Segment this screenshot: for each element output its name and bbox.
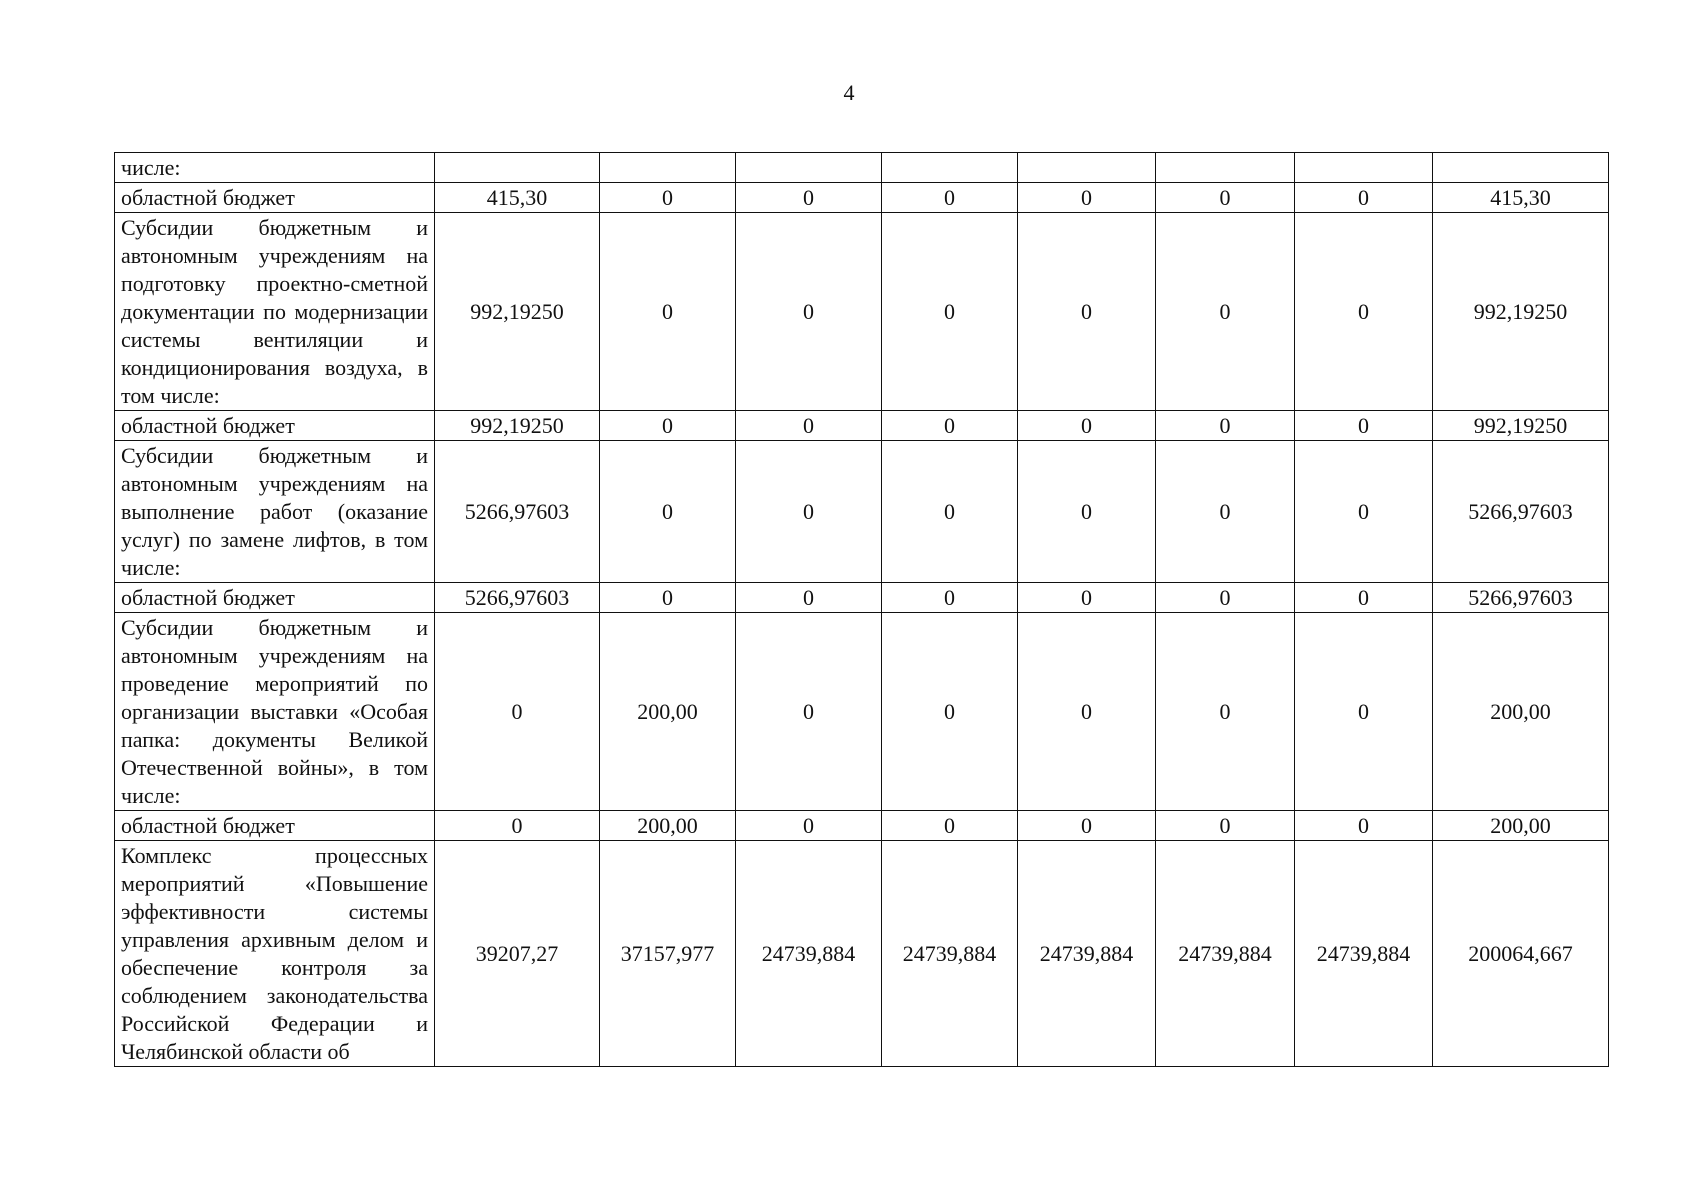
value-cell: 0: [1295, 583, 1433, 613]
value-cell: 200,00: [600, 811, 736, 841]
row-label: Субсидии бюджетным и автономным учреждениям на выполнение работ (оказание услуг) по замене лифтов, в том числе:: [115, 441, 435, 583]
value-cell: 39207,27: [435, 841, 600, 1067]
value-cell: 0: [882, 583, 1018, 613]
value-cell: 24739,884: [736, 841, 882, 1067]
value-cell: 0: [1018, 183, 1156, 213]
value-cell: 0: [882, 411, 1018, 441]
value-cell: 0: [1018, 811, 1156, 841]
value-cell: 0: [1156, 411, 1295, 441]
value-cell: 0: [1156, 183, 1295, 213]
value-cell: 0: [736, 583, 882, 613]
value-cell: [1156, 153, 1295, 183]
value-cell: 0: [435, 613, 600, 811]
value-cell: 0: [600, 213, 736, 411]
budget-table: [114, 152, 1609, 1067]
table-row: [115, 441, 1609, 583]
value-cell: 0: [1018, 583, 1156, 613]
value-cell: [1433, 153, 1609, 183]
value-cell: 415,30: [435, 183, 600, 213]
value-cell: 0: [600, 441, 736, 583]
value-cell: 992,19250: [435, 213, 600, 411]
value-cell: 24739,884: [1018, 841, 1156, 1067]
table-row: [115, 583, 1609, 613]
value-cell: 0: [736, 213, 882, 411]
value-cell: 24739,884: [882, 841, 1018, 1067]
value-cell: 200064,667: [1433, 841, 1609, 1067]
value-cell: 0: [1295, 811, 1433, 841]
value-cell: 24739,884: [1156, 841, 1295, 1067]
value-cell: 0: [736, 183, 882, 213]
value-cell: 0: [600, 411, 736, 441]
row-label: областной бюджет: [115, 811, 435, 841]
value-cell: 0: [1295, 213, 1433, 411]
value-cell: 0: [736, 811, 882, 841]
row-label: областной бюджет: [115, 183, 435, 213]
value-cell: 200,00: [1433, 811, 1609, 841]
table-row: [115, 213, 1609, 411]
value-cell: 0: [1295, 613, 1433, 811]
table-row: [115, 411, 1609, 441]
value-cell: 0: [1156, 441, 1295, 583]
row-label: Комплекс процессных мероприятий «Повышение эффективности системы управления архивным делом и обеспечение контроля за соблюдением законодательства Российской Федерации и Челябинской области об: [115, 841, 435, 1067]
value-cell: 0: [435, 811, 600, 841]
row-label: областной бюджет: [115, 583, 435, 613]
value-cell: 0: [1156, 213, 1295, 411]
value-cell: 0: [736, 441, 882, 583]
value-cell: 0: [1018, 613, 1156, 811]
value-cell: [435, 153, 600, 183]
value-cell: 0: [736, 613, 882, 811]
table-row: [115, 811, 1609, 841]
table-row: [115, 613, 1609, 811]
value-cell: 0: [1295, 411, 1433, 441]
value-cell: 0: [882, 811, 1018, 841]
value-cell: 200,00: [600, 613, 736, 811]
row-label: числе:: [115, 153, 435, 183]
table-row: [115, 841, 1609, 1067]
table-row: [115, 153, 1609, 183]
value-cell: 992,19250: [1433, 213, 1609, 411]
value-cell: [1295, 153, 1433, 183]
value-cell: 24739,884: [1295, 841, 1433, 1067]
page-number: 4: [843, 80, 855, 105]
value-cell: 0: [1156, 583, 1295, 613]
value-cell: 0: [736, 411, 882, 441]
value-cell: 0: [1018, 411, 1156, 441]
value-cell: 5266,97603: [1433, 583, 1609, 613]
value-cell: 0: [882, 183, 1018, 213]
value-cell: 5266,97603: [435, 583, 600, 613]
value-cell: 5266,97603: [1433, 441, 1609, 583]
value-cell: 5266,97603: [435, 441, 600, 583]
value-cell: 0: [882, 613, 1018, 811]
value-cell: 0: [1295, 441, 1433, 583]
value-cell: [882, 153, 1018, 183]
value-cell: 0: [600, 583, 736, 613]
row-label: Субсидии бюджетным и автономным учреждениям на подготовку проектно-сметной документации по модернизации системы вентиляции и кондиционирования воздуха, в том числе:: [115, 213, 435, 411]
value-cell: 0: [1295, 183, 1433, 213]
value-cell: 0: [882, 213, 1018, 411]
value-cell: 0: [1156, 811, 1295, 841]
value-cell: 992,19250: [435, 411, 600, 441]
value-cell: 37157,977: [600, 841, 736, 1067]
value-cell: 992,19250: [1433, 411, 1609, 441]
value-cell: [1018, 153, 1156, 183]
value-cell: 0: [1156, 613, 1295, 811]
table-body: [115, 153, 1609, 1067]
value-cell: [736, 153, 882, 183]
table-row: [115, 183, 1609, 213]
row-label: Субсидии бюджетным и автономным учреждениям на проведение мероприятий по организации выставки «Особая папка: документы Великой Отечественной войны», в том числе:: [115, 613, 435, 811]
value-cell: 415,30: [1433, 183, 1609, 213]
value-cell: 0: [600, 183, 736, 213]
row-label: областной бюджет: [115, 411, 435, 441]
value-cell: 200,00: [1433, 613, 1609, 811]
value-cell: [600, 153, 736, 183]
value-cell: 0: [1018, 213, 1156, 411]
value-cell: 0: [882, 441, 1018, 583]
value-cell: 0: [1018, 441, 1156, 583]
